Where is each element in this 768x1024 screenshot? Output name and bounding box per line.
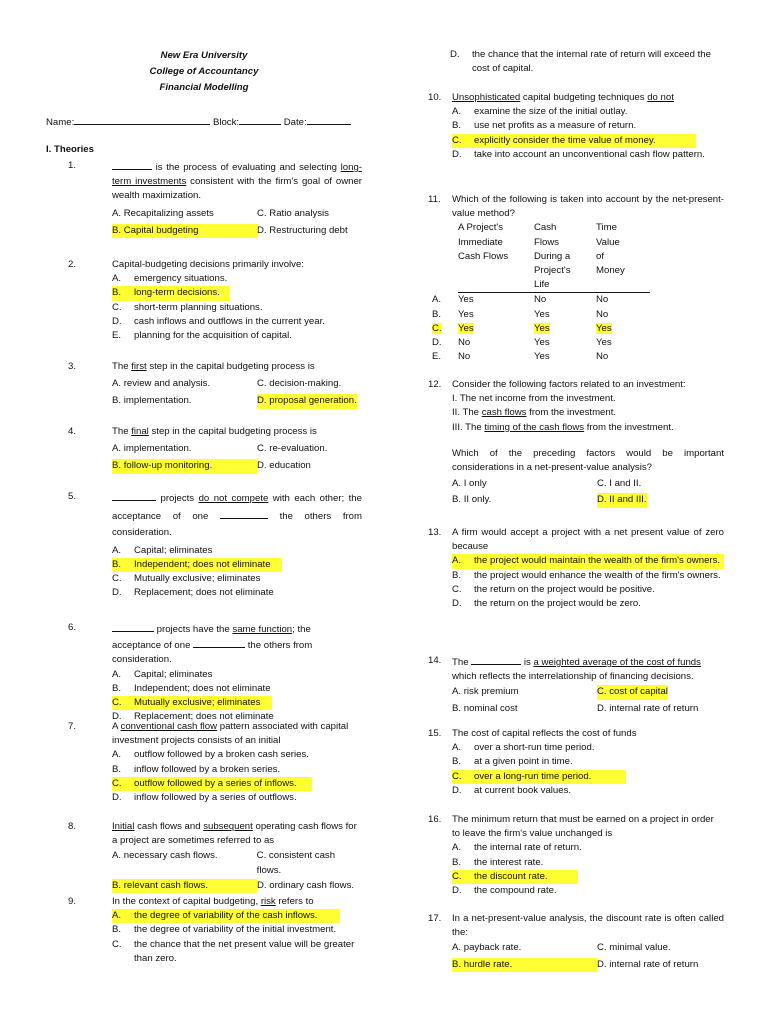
- option-d[interactable]: D. the chance that the internal rate of return will exceed the cost of capital.: [450, 49, 711, 75]
- options: [112, 849, 362, 877]
- option-c[interactable]: C. the return on the project would be positive.: [452, 583, 655, 595]
- option-c-answer[interactable]: C. outflow followed by a series of inflows.: [112, 777, 312, 791]
- option-a[interactable]: A. necessary cash flows.: [112, 850, 218, 862]
- option-d[interactable]: D. inflow followed by a series of outflows.: [112, 792, 297, 804]
- option-a-answer[interactable]: A. the degree of variability of the cash inflows.: [112, 909, 340, 923]
- option-d[interactable]: D. cash inflows and outflows in the current year.: [112, 315, 325, 327]
- section-title: I. Theories: [46, 144, 94, 155]
- option-c[interactable]: C. decision-making.: [257, 378, 342, 390]
- table-row[interactable]: A. Yes No No: [432, 293, 650, 308]
- question-number: 14.: [428, 655, 442, 666]
- options: [452, 841, 724, 898]
- question-11: [428, 193, 724, 364]
- table-header-row: [432, 221, 650, 293]
- option-c[interactable]: C. the chance that the net present value will be greater than zero.: [112, 938, 355, 964]
- option-a[interactable]: A. emergency situations.: [112, 273, 228, 285]
- question-text: Which of the following is taken into account by the net-present-value method?: [452, 194, 724, 220]
- option-b[interactable]: B. at a given point in time.: [452, 756, 573, 768]
- question-text: The final step in the capital budgeting process is: [112, 426, 317, 437]
- options: [452, 958, 724, 972]
- options: [452, 702, 724, 716]
- table-row[interactable]: D. No Yes Yes: [432, 337, 612, 349]
- option-a[interactable]: A. risk premium: [452, 686, 519, 698]
- option-a[interactable]: A. Capital; eliminates: [112, 668, 213, 680]
- option-d[interactable]: D. internal rate of return: [597, 702, 699, 714]
- answer-blank: [112, 490, 156, 501]
- university-name: New Era University: [160, 50, 248, 61]
- option-b-answer[interactable]: B. Independent; does not eliminate: [112, 558, 282, 572]
- option-c[interactable]: C. I and II.: [597, 478, 642, 490]
- table-row[interactable]: E. No Yes No: [432, 351, 609, 363]
- question-number: 17.: [428, 913, 442, 924]
- option-c[interactable]: C. re-evaluation.: [257, 443, 328, 455]
- question-text: is the process of evaluating and selecting long-term investments consistent with the firm's goal of owner wealth maximization.: [112, 159, 362, 204]
- options: [112, 272, 362, 343]
- question-number: 7.: [68, 721, 77, 732]
- question-15: [428, 727, 724, 798]
- option-c-answer[interactable]: C. the discount rate.: [452, 870, 578, 884]
- option-d[interactable]: D. at current book values.: [452, 784, 572, 796]
- header-cash-flows-during-life: Cash Flows During a Project's Life: [534, 222, 571, 291]
- question-number: 4.: [68, 426, 77, 437]
- question-number: 1.: [68, 160, 77, 171]
- option-c[interactable]: C. minimal value.: [597, 942, 671, 954]
- question-number: 13.: [428, 527, 442, 538]
- option-b-answer[interactable]: B. hurdle rate.: [452, 958, 597, 972]
- options: [112, 879, 362, 893]
- question-number: 5.: [68, 491, 77, 502]
- option-d[interactable]: D. take into account an unconventional cash flow pattern.: [452, 148, 705, 160]
- option-b[interactable]: B. inflow followed by a broken series.: [112, 763, 281, 775]
- question-number: 10.: [428, 92, 442, 103]
- question-number: 12.: [428, 379, 442, 390]
- option-d-answer[interactable]: D. II and III.: [597, 493, 647, 507]
- question-text: Unsophisticated capital budgeting techniques do not: [452, 92, 674, 103]
- question-14: [428, 654, 724, 716]
- option-b-answer[interactable]: B. relevant cash flows.: [112, 879, 257, 893]
- block-label: Block:: [212, 117, 240, 128]
- options: [112, 224, 362, 238]
- question-number: 8.: [68, 821, 77, 832]
- answer-blank: [112, 621, 154, 632]
- option-a[interactable]: A. the internal rate of return.: [452, 842, 582, 854]
- options: [112, 377, 362, 391]
- options: [452, 493, 724, 507]
- option-b[interactable]: B. Independent; does not eliminate: [112, 682, 271, 694]
- option-d[interactable]: D. the compound rate.: [452, 885, 557, 897]
- date-blank[interactable]: [307, 114, 351, 125]
- options: [452, 741, 724, 798]
- option-a-answer[interactable]: A. the project would maintain the wealth of the firm's owners.: [452, 554, 724, 568]
- option-b-answer[interactable]: B. long-term decisions.: [112, 286, 229, 300]
- option-c[interactable]: C. consistent cash flows.: [256, 850, 336, 876]
- question-text: The is a weighted average of the cost of funds which reflects the interrelationship of financing decisions.: [452, 654, 724, 684]
- options: [112, 668, 362, 725]
- college-name: College of Accountancy: [149, 66, 259, 77]
- option-d[interactable]: D. the return on the project would be zero.: [452, 598, 641, 610]
- option-b[interactable]: B. nominal cost: [452, 702, 518, 714]
- factor-2: II. The cash flows from the investment.: [452, 407, 617, 419]
- question-2: [68, 258, 362, 343]
- option-d[interactable]: D. ordinary cash flows.: [257, 879, 355, 891]
- answer-blank: [220, 508, 268, 519]
- options: [112, 909, 362, 966]
- option-c[interactable]: C. Mutually exclusive; eliminates: [112, 572, 261, 584]
- option-a[interactable]: A. Capital; eliminates: [112, 544, 213, 556]
- option-c-answer[interactable]: C. Mutually exclusive; eliminates: [112, 696, 272, 710]
- options: [112, 442, 362, 456]
- option-d[interactable]: D. internal rate of return: [597, 958, 699, 970]
- option-a[interactable]: A. review and analysis.: [112, 378, 211, 390]
- question-text: The first step in the capital budgeting process is: [112, 361, 315, 372]
- course-name: Financial Modelling: [159, 82, 249, 93]
- option-a[interactable]: A. examine the size of the initial outlay.: [452, 106, 628, 118]
- options: [452, 105, 724, 162]
- option-c[interactable]: C. short-term planning situations.: [112, 301, 263, 313]
- question-9: [68, 895, 362, 966]
- question-16: [428, 813, 724, 898]
- question-7: [68, 720, 362, 805]
- question-number: 9.: [68, 896, 77, 907]
- option-d-answer[interactable]: D. proposal generation.: [257, 394, 357, 408]
- options: [452, 941, 724, 955]
- option-a[interactable]: A. implementation.: [112, 443, 192, 455]
- question-text: Consider the following factors related to an investment: I. The net income from the investment. II. The cash flows from the investment. III. The timing of the cash flows from the investment. Which of the preceding factors would be important considerations in a net-present-value analysis?: [452, 379, 724, 474]
- question-3: [68, 360, 362, 409]
- question-number: 15.: [428, 728, 442, 739]
- option-c[interactable]: C. Ratio analysis: [257, 207, 329, 219]
- header-immediate-cash-flows: A Project's Immediate Cash Flows: [458, 222, 509, 262]
- question-10: [428, 91, 724, 162]
- date-label: Date:: [283, 117, 307, 128]
- option-d[interactable]: D. education: [257, 460, 311, 472]
- question-4: [68, 425, 362, 474]
- answer-blank: [471, 654, 521, 665]
- option-b[interactable]: B. the project would enhance the wealth of the firm's owners.: [452, 569, 721, 581]
- table-row[interactable]: B. Yes Yes No: [432, 308, 609, 320]
- question-9-continued: [450, 48, 724, 76]
- question-5: [68, 490, 362, 600]
- options: [452, 685, 724, 699]
- name-label: Name:: [46, 117, 75, 128]
- option-b[interactable]: B. II only.: [452, 494, 492, 506]
- options: [112, 459, 362, 473]
- question-number: 16.: [428, 814, 442, 825]
- option-e[interactable]: E. planning for the acquisition of capital.: [112, 330, 292, 342]
- options: [452, 477, 724, 491]
- question-text: projects do not compete with each other; the acceptance of one the others from consideration.: [112, 490, 362, 542]
- option-b[interactable]: B. use net profits as a measure of return.: [452, 120, 637, 132]
- question-number: 2.: [68, 259, 77, 270]
- options: [112, 544, 362, 601]
- table-row-answer[interactable]: C. Yes Yes Yes: [432, 322, 612, 334]
- question-text: The cost of capital reflects the cost of funds: [452, 728, 637, 739]
- option-d[interactable]: D. Replacement; does not eliminate: [112, 587, 274, 599]
- option-a[interactable]: A. Recapitalizing assets: [112, 207, 214, 219]
- question-text: The minimum return that must be earned on a project in order to leave the firm's value unchanged is: [452, 814, 714, 840]
- option-b-answer[interactable]: B. follow-up monitoring.: [112, 459, 257, 473]
- options: [112, 748, 362, 805]
- question-text: A conventional cash flow pattern associated with capital investment projects consists of an initial: [112, 721, 349, 747]
- option-b[interactable]: B. the interest rate.: [452, 856, 544, 868]
- header-time-value-of-money: Time Value of Money: [596, 222, 625, 277]
- question-text: A firm would accept a project with a net present value of zero because: [452, 527, 724, 553]
- question-text: In a net-present-value analysis, the discount rate is often called the:: [452, 913, 724, 939]
- option-c-answer[interactable]: C. over a long-run time period.: [452, 770, 626, 784]
- option-a[interactable]: A. payback rate.: [452, 942, 522, 954]
- factor-1: I. The net income from the investment.: [452, 393, 616, 405]
- option-b-answer[interactable]: B. Capital budgeting: [112, 224, 257, 238]
- factor-3: III. The timing of the cash flows from the investment.: [452, 421, 674, 433]
- question-17: [428, 912, 724, 972]
- option-c-answer[interactable]: C. cost of capital: [597, 685, 668, 699]
- options: [112, 394, 362, 408]
- options: [112, 207, 362, 221]
- option-d[interactable]: D. Restructuring debt: [257, 224, 348, 236]
- option-d[interactable]: D. Replacement; does not eliminate: [112, 711, 274, 723]
- option-a[interactable]: A. over a short-run time period.: [452, 742, 595, 754]
- question-1: [68, 159, 362, 238]
- question-text: projects have the same function; the acceptance of one the others from consideration.: [112, 621, 362, 668]
- question-8: [68, 820, 362, 893]
- answer-blank: [193, 637, 245, 648]
- student-info-line: [46, 114, 362, 130]
- question-13: [428, 526, 724, 611]
- question-number: 6.: [68, 622, 77, 633]
- question-text: Initial cash flows and subsequent operating cash flows for a project are sometimes referred to as: [112, 821, 357, 847]
- question-number: 3.: [68, 361, 77, 372]
- option-c-answer[interactable]: C. explicitly consider the time value of money.: [452, 134, 696, 148]
- question-text: In the context of capital budgeting, risk refers to: [112, 896, 314, 907]
- document-header: [46, 48, 362, 96]
- options: [452, 554, 724, 611]
- question-text: Capital-budgeting decisions primarily involve:: [112, 259, 304, 270]
- option-a[interactable]: A. I only: [452, 478, 487, 490]
- option-b[interactable]: B. the degree of variability of the initial investment.: [112, 924, 337, 936]
- npv-table: [432, 221, 650, 364]
- option-a[interactable]: A. outflow followed by a broken cash series.: [112, 749, 309, 761]
- name-blank[interactable]: [74, 114, 210, 125]
- block-blank[interactable]: [239, 114, 281, 125]
- answer-blank: [112, 159, 152, 170]
- question-12: [428, 378, 724, 508]
- question-6: [68, 621, 362, 724]
- option-b[interactable]: B. implementation.: [112, 395, 192, 407]
- question-number: 11.: [428, 194, 441, 205]
